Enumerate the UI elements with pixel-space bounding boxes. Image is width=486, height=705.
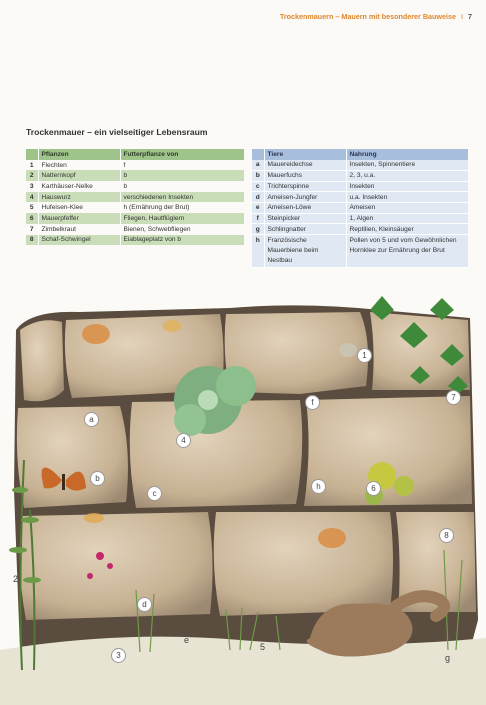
stone	[304, 396, 472, 506]
animal-food: 1, Algen	[346, 213, 468, 224]
plant-num: 2	[26, 170, 38, 181]
animal-food: Reptilien, Kleinsäuger	[346, 224, 468, 235]
animal-letter: c	[252, 181, 264, 192]
plant-num: 5	[26, 202, 38, 213]
marker-sheep-fescue: 8	[439, 528, 454, 543]
animal-letter: f	[252, 213, 264, 224]
animal-letter: e	[252, 202, 264, 213]
marker-rock-bee: f	[305, 395, 320, 410]
animal-food: 2, 3, u.a.	[346, 170, 468, 181]
plant-name: Mauerpfeffer	[38, 213, 120, 224]
plant-num: 1	[26, 160, 38, 171]
animal-letter: d	[252, 192, 264, 203]
marker-antlion-adult: d	[137, 597, 152, 612]
section-title: Trockenmauer – ein vielseitiger Lebensraum	[26, 127, 208, 137]
plant-food: b	[120, 170, 244, 181]
page-number: 7	[468, 12, 472, 21]
lichen-patch	[84, 513, 104, 523]
table-row	[26, 213, 244, 224]
table-row	[252, 224, 468, 235]
animal-letter: a	[252, 160, 264, 171]
marker-lichen: 1	[357, 348, 372, 363]
dry-stone-wall-illustration	[0, 290, 486, 705]
plant-num: 4	[26, 192, 38, 203]
plant-food: Eiablageplatz von b	[120, 235, 244, 246]
plant-name: Hauswurz	[38, 192, 120, 203]
animal-name: Steinpicker	[264, 213, 346, 224]
animal-name: Ameisen-Jungfer	[264, 192, 346, 203]
table-row	[252, 170, 468, 181]
plant-num: 8	[26, 235, 38, 246]
plant-name: Natternkopf	[38, 170, 120, 181]
table-row	[26, 202, 244, 213]
label-antlion-larva: e	[184, 635, 190, 645]
plant-food: f	[120, 160, 244, 171]
animal-food: Ameisen	[346, 202, 468, 213]
animals-col-name: Tiere	[264, 149, 346, 160]
animal-name: Schlingnatter	[264, 224, 346, 235]
table-row	[252, 213, 468, 224]
plant-name: Flechten	[38, 160, 120, 171]
plants-table-header	[26, 149, 244, 160]
plants-col-food: Futterpflanze von	[120, 149, 244, 160]
plant-num: 7	[26, 224, 38, 235]
plants-table	[26, 149, 244, 245]
table-row	[26, 192, 244, 203]
marker-funnel-spider: c	[147, 486, 162, 501]
table-row	[26, 235, 244, 246]
stone	[214, 512, 393, 616]
plant-name: Hufeisen-Klee	[38, 202, 120, 213]
plants-col-name: Pflanzen	[38, 149, 120, 160]
label-smooth-snake: g	[445, 653, 451, 663]
plant-food: b	[120, 181, 244, 192]
animal-letter: h	[252, 235, 264, 268]
animal-food: Insekten	[346, 181, 468, 192]
table-row	[26, 170, 244, 181]
animal-food: Insekten, Spinnentiere	[346, 160, 468, 171]
running-header	[280, 12, 472, 21]
marker-ivy-toadflax: 7	[446, 390, 461, 405]
plant-name: Zimbelkraut	[38, 224, 120, 235]
plant-name: Karthäuser-Nelke	[38, 181, 120, 192]
animal-name: Französische Mauerbiene beim Nestbau	[264, 235, 346, 268]
marker-wall-lizard: a	[84, 412, 99, 427]
ground	[0, 637, 486, 705]
running-title: Trockenmauern – Mauern mit besonderer Bauweise	[279, 12, 456, 21]
table-row	[252, 181, 468, 192]
animals-col-letter	[252, 149, 264, 160]
plants-col-num	[26, 149, 38, 160]
stone	[17, 406, 128, 508]
animal-name: Mauereidechse	[264, 160, 346, 171]
label-vipers-bugloss: 2	[13, 574, 19, 584]
table-row	[252, 202, 468, 213]
animal-name: Ameisen-Löwe	[264, 202, 346, 213]
plant-food: Fliegen, Hautflüglern	[120, 213, 244, 224]
stone	[20, 512, 213, 620]
animals-table	[252, 149, 468, 268]
marker-stonecrop: 6	[366, 481, 381, 496]
plant-num: 6	[26, 213, 38, 224]
animal-name: Trichterspinne	[264, 181, 346, 192]
header-separator: I	[461, 12, 463, 21]
plant-food: verschiedenen Insekten	[120, 192, 244, 203]
plant-name: Schaf-Schwingel	[38, 235, 120, 246]
marker-houseleek: 4	[176, 433, 191, 448]
marker-carthusian-pink: 3	[111, 648, 126, 663]
marker-wall-brown: b	[90, 471, 105, 486]
wall-drawing	[0, 290, 486, 705]
plant-food: h (Ernährung der Brut)	[120, 202, 244, 213]
animals-col-food: Nahrung	[346, 149, 468, 160]
plant-food: Bienen, Schwebfliegen	[120, 224, 244, 235]
table-row	[252, 192, 468, 203]
animals-table-header	[252, 149, 468, 160]
lichen-patch	[339, 343, 357, 357]
table-row	[26, 181, 244, 192]
table-row	[26, 160, 244, 171]
table-row	[252, 235, 468, 268]
plant-num: 3	[26, 181, 38, 192]
animal-food: u.a. Insekten	[346, 192, 468, 203]
animal-name: Mauerfuchs	[264, 170, 346, 181]
lichen-patch	[318, 528, 346, 548]
lichen-patch	[163, 320, 181, 332]
animal-letter: g	[252, 224, 264, 235]
animal-letter: b	[252, 170, 264, 181]
table-row	[252, 160, 468, 171]
marker-mason-bee: h	[311, 479, 326, 494]
stone	[20, 320, 64, 401]
animal-food: Pollen von 5 und vom Gewöhnlichen Hornklee zur Ernährung der Brut	[346, 235, 468, 268]
lichen-patch	[82, 324, 110, 344]
label-horseshoe-vetch: 5	[260, 642, 266, 652]
table-row	[26, 224, 244, 235]
